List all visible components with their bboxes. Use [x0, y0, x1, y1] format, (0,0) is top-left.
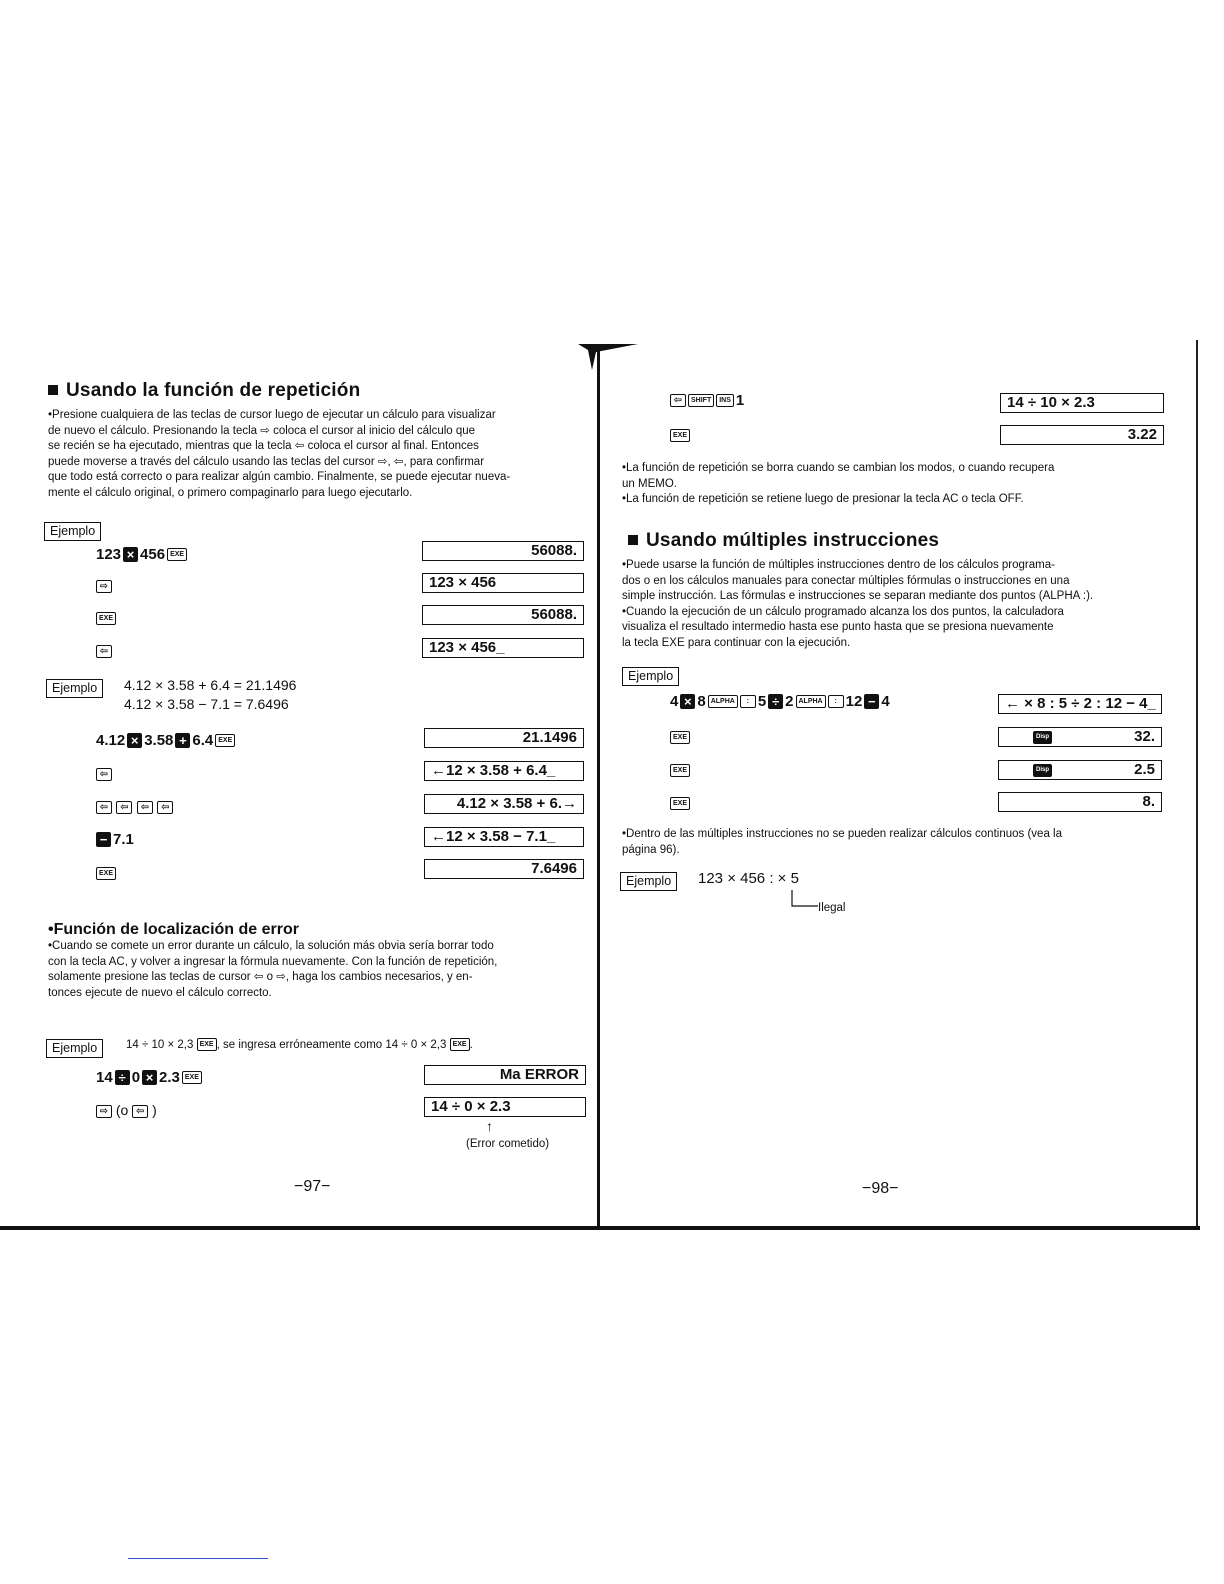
note-line: •Dentro de las múltiples instrucciones no se pueden realizar cálculos continuos (vea la: [622, 828, 1062, 840]
illegal-caption: Ilegal: [818, 902, 846, 914]
key-digits: 3.58: [144, 732, 174, 749]
alpha-key: ALPHA: [708, 695, 738, 708]
disp-indicator-icon: Disp: [1033, 731, 1052, 744]
formula-line: 4.12 × 3.58 + 6.4 = 21.1496: [124, 677, 297, 693]
section-title-multi: Usando múltiples instrucciones: [628, 530, 939, 552]
note-line: un MEMO.: [622, 477, 677, 490]
display-result: 7.6496: [424, 859, 584, 879]
illegal-expression: 123 × 456 : × 5: [698, 870, 799, 887]
display-expression: 14 ÷ 10 × 2.3: [1000, 393, 1164, 413]
intro-line: puede moverse a través del cálculo usando las teclas del cursor ⇨, ⇦, para confirmar: [48, 455, 485, 468]
formula-text: 14 ÷ 10 × 2,3: [126, 1039, 194, 1051]
row-ex1-3: [96, 610, 116, 628]
note-line: •La función de repetición se borra cuando se cambian los modos, o cuando recupera: [622, 462, 1055, 474]
page-number: −97−: [294, 1178, 331, 1195]
row-ex1-2: [96, 578, 112, 596]
error-line: •Cuando se comete un error durante un cálculo, la solución más obvia sería borrar todo: [48, 940, 494, 952]
intro-line: que todo está correcto o para realizar algún cambio. Finalmente, se puede ejecutar nueva-: [48, 471, 511, 483]
cursor-left-key-icon: ⇦: [137, 801, 153, 814]
error-line: con la tecla AC, y volver a ingresar la fórmula nuevamente. Con la función de repetición,: [48, 955, 498, 968]
alpha-key: ALPHA: [796, 695, 826, 708]
display-expression: 123 × 456_: [422, 638, 584, 658]
display-value: 2.5: [1134, 761, 1155, 778]
key-digits: 4: [670, 693, 679, 710]
row-ex4-2: [670, 729, 690, 747]
page-number: −98−: [862, 1180, 899, 1197]
key-digits: 123: [96, 546, 122, 563]
key-sequence-ex2: [96, 732, 235, 749]
key-sequence-ex1: [96, 546, 187, 563]
intro-line: mente el cálculo original, o primero compaginarlo para luego ejecutarlo.: [48, 486, 413, 499]
key-digits: 4: [881, 693, 890, 710]
exe-key: EXE: [167, 548, 187, 561]
multiply-key: ×: [680, 694, 695, 709]
row-ex2-3: [96, 799, 173, 817]
display-result: [998, 760, 1162, 780]
exe-key: EXE: [670, 797, 690, 810]
cursor-left-key-icon: ⇦: [132, 1105, 148, 1118]
notes-paragraph: [622, 461, 1164, 508]
key-digits: 12: [845, 693, 863, 710]
exe-key: EXE: [215, 734, 235, 747]
row-ex4-4: [670, 795, 690, 813]
multi-line: visualiza el resultado intermedio hasta ese punto hasta que se presiona nuevamente: [622, 621, 1054, 633]
exe-key: EXE: [182, 1071, 202, 1084]
cursor-left-key-icon: ⇦: [96, 645, 112, 658]
key-sequence-ex4: [670, 693, 890, 710]
alt-text: (o: [115, 1102, 129, 1118]
exe-key: EXE: [670, 764, 690, 777]
multi-line: dos o en los cálculos manuales para conectar múltiples fórmulas o instrucciones en una: [622, 574, 1070, 587]
example-description: 14 ÷ 10 × 2,3 EXE , se ingresa erróneamente como 14 ÷ 0 × 2,3 EXE .: [126, 1039, 473, 1051]
exe-key: EXE: [197, 1038, 217, 1051]
divide-key: ÷: [115, 1070, 130, 1085]
scan-artifact-line: [128, 1558, 268, 1559]
note2-paragraph: [622, 827, 1164, 858]
ejemplo-label: Ejemplo: [46, 1039, 103, 1058]
error-line: tonces ejecute de nuevo el cálculo correcto.: [48, 986, 272, 999]
cursor-left-key-icon: ⇦: [116, 801, 132, 814]
key-digits: 5: [757, 693, 767, 710]
cursor-left-key-icon: ⇦: [96, 768, 112, 781]
bullet-square-icon: [48, 385, 58, 395]
intro-paragraph: [48, 408, 582, 501]
description-text: , se ingresa erróneamente como: [216, 1039, 383, 1051]
multi-line: •Cuando la ejecución de un cálculo programado alcanza los dos puntos, la calculadora: [622, 605, 1064, 618]
multi-line: simple instrucción. Las fórmulas e instrucciones se separan mediante dos puntos (ALPHA :).: [622, 590, 1094, 602]
exe-key: EXE: [670, 731, 690, 744]
multiply-key: ×: [123, 547, 138, 562]
exe-key: EXE: [96, 867, 116, 880]
key-digits: 8: [697, 693, 706, 710]
alt-text: ): [152, 1102, 157, 1118]
row-ex3-2: [96, 1102, 157, 1118]
display-result: 56088.: [422, 605, 584, 625]
key-digits: 2: [785, 693, 794, 710]
display-expression: 14 ÷ 0 × 2.3: [424, 1097, 586, 1117]
display-value: 32.: [1134, 728, 1155, 745]
key-digits: 456: [140, 546, 166, 563]
ejemplo-label: Ejemplo: [46, 679, 103, 698]
multi-line: la tecla EXE para continuar con la ejecución.: [622, 636, 851, 649]
divide-key: ÷: [768, 694, 783, 709]
row-ex1-4: [96, 643, 112, 661]
exe-key: EXE: [670, 429, 690, 442]
exe-key: EXE: [96, 612, 116, 625]
cursor-left-key-icon: ⇦: [670, 394, 686, 407]
display-expression: ←12 × 3.58 − 7.1_: [424, 827, 584, 847]
row-ex2-2: [96, 766, 112, 784]
display-result: 21.1496: [424, 728, 584, 748]
cursor-right-key-icon: ⇨: [96, 1105, 112, 1118]
colon-key: :: [740, 695, 756, 708]
display-expression: 123 × 456: [422, 573, 584, 593]
cursor-left-key-icon: ⇦: [96, 801, 112, 814]
display-error: Ma ERROR: [424, 1065, 586, 1085]
display-result: 8.: [998, 792, 1162, 812]
minus-key: −: [96, 832, 111, 847]
display-expression: ←12 × 3.58 + 6.4_: [424, 761, 584, 781]
ejemplo-label: Ejemplo: [620, 872, 677, 891]
note-line: •La función de repetición se retiene luego de presionar la tecla AC o tecla OFF.: [622, 493, 1024, 505]
error-section-title: •Función de localización de error: [48, 921, 299, 938]
ejemplo-label: Ejemplo: [44, 522, 101, 541]
multiply-key: ×: [127, 733, 142, 748]
up-arrow-icon: ↑: [486, 1118, 493, 1134]
key-digits: 6.4: [192, 732, 214, 749]
display-result: 56088.: [422, 541, 584, 561]
multi-line: •Puede usarse la función de múltiples instrucciones dentro de los cálculos programa-: [622, 559, 1055, 571]
page-98: [600, 340, 1200, 1230]
disp-indicator-icon: Disp: [1033, 764, 1052, 777]
ins-key: INS: [716, 394, 734, 407]
exe-key: EXE: [450, 1038, 470, 1051]
colon-key: :: [828, 695, 844, 708]
intro-line: •Presione cualquiera de las teclas de cursor luego de ejecutar un cálculo para visualizar: [48, 409, 496, 421]
key-sequence-ex3: [96, 1069, 202, 1086]
multiply-key: ×: [142, 1070, 157, 1085]
display-result: [998, 727, 1162, 747]
error-paragraph: [48, 939, 586, 1001]
display-expression: 4.12 × 3.58 + 6.→: [424, 794, 584, 814]
key-digits: 1: [735, 392, 745, 409]
page-97: [0, 340, 600, 1230]
row-top-2: [670, 427, 690, 445]
bullet-square-icon: [628, 535, 638, 545]
cursor-left-key-icon: ⇦: [157, 801, 173, 814]
row-ex4-3: [670, 762, 690, 780]
key-digits: 2.3: [159, 1069, 180, 1086]
key-digits: 0: [131, 1069, 141, 1086]
cursor-right-key-icon: ⇨: [96, 580, 112, 593]
row-ex2-4: [96, 831, 134, 848]
key-digits: 7.1: [113, 831, 134, 848]
section-title-repeat: Usando la función de repetición: [48, 380, 360, 402]
multi-paragraph: [622, 558, 1164, 651]
error-line: solamente presione las teclas de cursor ⇦ o ⇨, haga los cambios necesarios, y en-: [48, 971, 473, 983]
error-caption: (Error cometido): [466, 1138, 550, 1150]
illegal-marker: [790, 888, 820, 915]
key-digits: 14: [96, 1069, 113, 1086]
row-ex2-5: [96, 865, 116, 883]
shift-key: SHIFT: [688, 394, 714, 407]
formula-line: 4.12 × 3.58 − 7.1 = 7.6496: [124, 696, 289, 712]
note-line: página 96).: [622, 843, 680, 856]
ejemplo-label: Ejemplo: [622, 667, 679, 686]
intro-line: de nuevo el cálculo. Presionando la tecla ⇨ coloca el cursor al inicio del cálculo que: [48, 424, 476, 437]
display-expression: ← × 8 : 5 ÷ 2 : 12 − 4_: [998, 694, 1162, 714]
display-result: 3.22: [1000, 425, 1164, 445]
plus-key: +: [175, 733, 190, 748]
formula-text: 14 ÷ 0 × 2,3: [385, 1039, 447, 1051]
key-sequence-top: [670, 392, 744, 409]
intro-line: se recién se ha ejecutado, mientras que la tecla ⇦ coloca el cursor al final. Entonces: [48, 440, 479, 452]
minus-key: −: [864, 694, 879, 709]
key-digits: 4.12: [96, 732, 126, 749]
